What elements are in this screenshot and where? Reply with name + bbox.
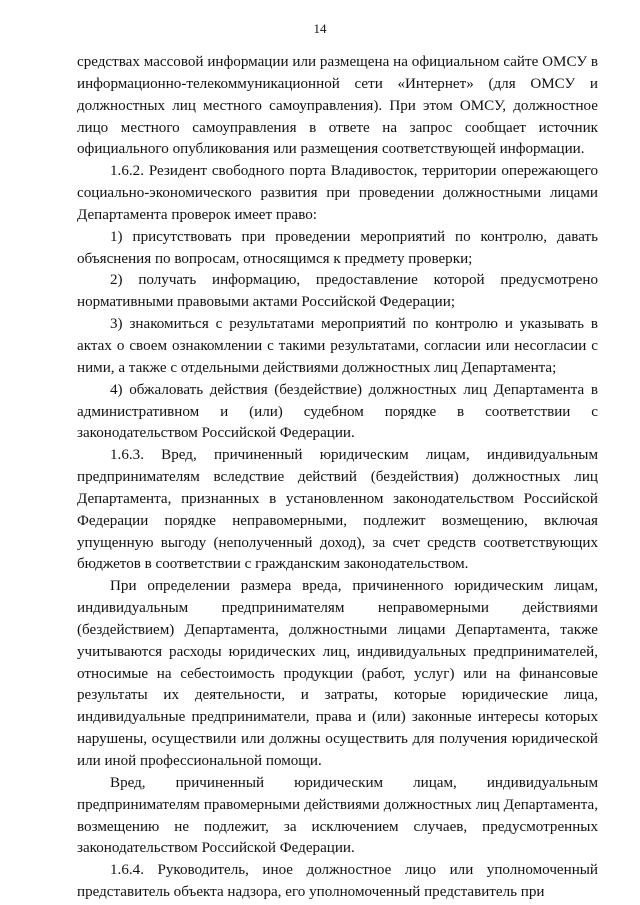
paragraph-continuation: средствах массовой информации или размещена на официальном сайте ОМСУ в информационно-телекоммуникационной сети «Интернет» (для ОМСУ и должностных лиц местного самоуправления). При этом ОМСУ, должностное лицо местного самоуправления в ответе на запрос сообщает источник официального опубликования или размещения соответствующей информации. xyxy=(77,54,598,158)
list-item-2: 2) получать информацию, предоставление которой предусмотрено нормативными правовыми актами Российской Федерации; xyxy=(77,272,598,311)
list-item-1: 1) присутствовать при проведении мероприятий по контролю, давать объяснения по вопросам, относящимся к предмету проверки; xyxy=(77,228,598,267)
paragraph-1-6-2: 1.6.2. Резидент свободного порта Владивосток, территории опережающего социально-экономического развития при проведении должностными лицами Департамента проверок имеет право: xyxy=(77,163,598,223)
page-number: 14 xyxy=(313,21,327,36)
list-item-3: 3) знакомиться с результатами мероприятий по контролю и указывать в актах о своем ознакомлении с такими результатами, согласии или несогласии с ними, а также с отдельными действиями должностных лиц Департамента; xyxy=(77,316,598,376)
paragraph-1-6-3: 1.6.3. Вред, причиненный юридическим лицам, индивидуальным предпринимателям вследствие действий (бездействия) должностных лиц Департамента, признанных в установленном законодательством Российской Федерации порядке неправомерными, подлежит возмещению, включая упущенную выгоду (неполученный доход), за счет средств соответствующих бюджетов в соответствии с гражданским законодательством. xyxy=(77,447,598,573)
list-item-4: 4) обжаловать действия (бездействие) должностных лиц Департамента в административном и (или) судебном порядке в соответствии с законодательством Российской Федерации. xyxy=(77,381,598,442)
paragraph-1-6-4: 1.6.4. Руководитель, иное должностное лицо или уполномоченный представитель объекта надзора, его уполномоченный представитель при xyxy=(77,862,598,901)
document-body xyxy=(77,52,598,904)
paragraph-damage-calculation: При определении размера вреда, причиненного юридическим лицам, индивидуальным предпринимателям неправомерными действиями (бездействием) Департамента, должностными лицами Департамента, также учитываются расходы юридических лиц, индивидуальных предпринимателей, относимые на себестоимость продукции (работ, услуг) или на финансовые результаты их деятельности, и затраты, которые юридические лица, индивидуальные предприниматели, права и (или) законные интересы которых нарушены, осуществили или должны осуществить для получения юридической или иной профессиональной помощи. xyxy=(77,578,598,769)
paragraph-lawful-actions: Вред, причиненный юридическим лицам, индивидуальным предпринимателям правомерными действиями должностных лиц Департамента, возмещению не подлежит, за исключением случаев, предусмотренных законодательством Российской Федерации. xyxy=(77,774,598,857)
